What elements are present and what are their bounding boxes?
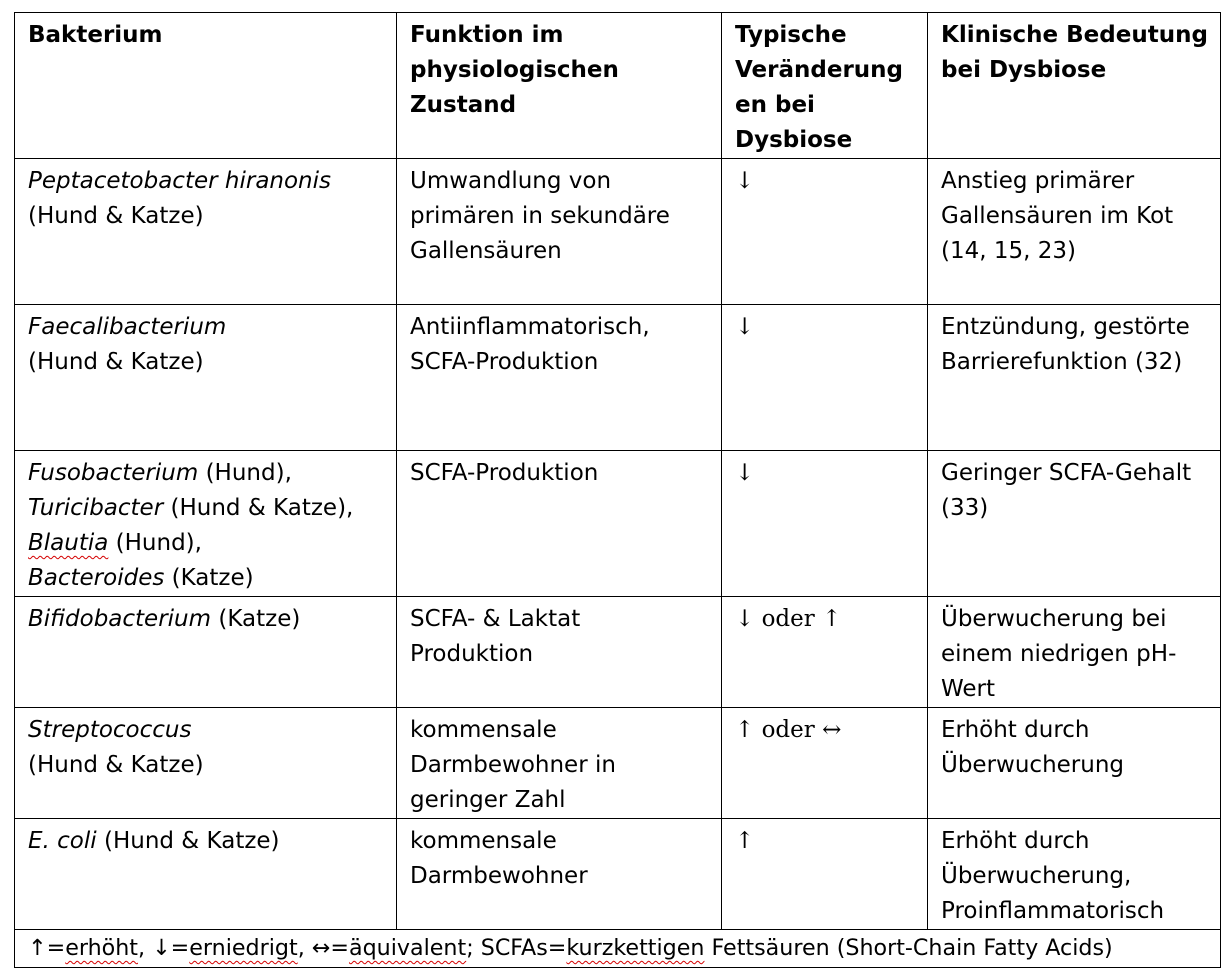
bacterium-name: Peptacetobacter hiranonis xyxy=(28,168,332,194)
cell-function: Antiinflammatorisch, SCFA-Produktion xyxy=(397,305,722,451)
bacterium-host: (Hund & Katze), xyxy=(163,495,354,521)
table-row xyxy=(15,819,1221,930)
cell-bacterium xyxy=(15,819,397,930)
cell-bacterium xyxy=(15,305,397,451)
cell-clinical: Überwucherung bei einem niedrigen pH-Wert xyxy=(928,597,1221,708)
cell-clinical: Entzündung, gestörte Barrierefunktion (32) xyxy=(928,305,1221,451)
footnote-eq-symbol: , ↔= xyxy=(297,935,349,961)
table-row xyxy=(15,708,1221,819)
dysbiosis-table xyxy=(14,12,1221,968)
bacterium-name: Streptococcus xyxy=(28,717,192,743)
cell-bacterium xyxy=(15,708,397,819)
footnote-up-word: erhöht xyxy=(65,935,138,961)
bacterium-name: Blautia xyxy=(28,530,109,556)
header-klinische-bedeutung: Klinische Bedeutung bei Dysbiose xyxy=(928,13,1221,159)
cell-bacterium xyxy=(15,451,397,597)
table-header-row xyxy=(15,13,1221,159)
cell-change: ↑ xyxy=(722,819,928,930)
table-row xyxy=(15,159,1221,305)
bacterium-name: Fusobacterium xyxy=(28,460,199,486)
bacterium-name: Bacteroides xyxy=(28,565,165,591)
bacterium-name: Faecalibacterium xyxy=(28,314,227,340)
bacterium-host: (Hund), xyxy=(108,530,202,556)
bacterium-name: Turicibacter xyxy=(28,495,164,521)
cell-clinical: Anstieg primärer Gallensäuren im Kot (14, 15, 23) xyxy=(928,159,1221,305)
cell-bacterium xyxy=(15,597,397,708)
table-row xyxy=(15,597,1221,708)
cell-change: ↓ xyxy=(722,451,928,597)
bacterium-host: (Hund & Katze) xyxy=(28,752,204,778)
footnote-eq-word: äquivalent xyxy=(348,935,467,961)
cell-bacterium xyxy=(15,159,397,305)
table-footer-row xyxy=(15,930,1221,968)
bacterium-host: (Hund & Katze) xyxy=(96,828,280,854)
bacterium-host: (Hund), xyxy=(198,460,292,486)
bacterium-name: E. coli xyxy=(28,828,97,854)
cell-clinical: Erhöht durch Überwucherung, Proinflammatorisch xyxy=(928,819,1221,930)
cell-change: ↓ xyxy=(722,159,928,305)
footnote-scfa-word: kurzkettigen xyxy=(566,935,705,961)
bacterium-name: Bifidobacterium xyxy=(28,606,212,632)
header-veraenderung: Typische Veränderung en bei Dysbiose xyxy=(722,13,928,159)
table-row xyxy=(15,451,1221,597)
cell-change: ↓ xyxy=(722,305,928,451)
bacterium-host: (Hund & Katze) xyxy=(28,349,204,375)
cell-change: ↓ oder ↑ xyxy=(722,597,928,708)
bacterium-host: (Hund & Katze) xyxy=(28,203,204,229)
cell-function: Umwandlung von primären in sekundäre Gallensäuren xyxy=(397,159,722,305)
cell-function: SCFA-Produktion xyxy=(397,451,722,597)
cell-function: kommensale Darmbewohner xyxy=(397,819,722,930)
table-footnote xyxy=(15,930,1221,968)
cell-change: ↑ oder ↔ xyxy=(722,708,928,819)
footnote-up-symbol: ↑= xyxy=(28,935,66,961)
footnote-down-word: erniedrigt xyxy=(189,935,298,961)
cell-function: SCFA- & Laktat Produktion xyxy=(397,597,722,708)
footnote-down-symbol: , ↓= xyxy=(137,935,190,961)
cell-clinical: Erhöht durch Überwucherung xyxy=(928,708,1221,819)
bacterium-host: (Katze) xyxy=(164,565,254,591)
footnote-scfa-label: ; SCFAs= xyxy=(466,935,567,961)
cell-clinical: Geringer SCFA-Gehalt (33) xyxy=(928,451,1221,597)
cell-function: kommensale Darmbewohner in geringer Zahl xyxy=(397,708,722,819)
header-bakterium: Bakterium xyxy=(15,13,397,159)
bacterium-host: (Katze) xyxy=(211,606,301,632)
header-funktion: Funktion im physiologischen Zustand xyxy=(397,13,722,159)
footnote-scfa-definition: Fettsäuren (Short-Chain Fatty Acids) xyxy=(704,935,1113,961)
table-row xyxy=(15,305,1221,451)
